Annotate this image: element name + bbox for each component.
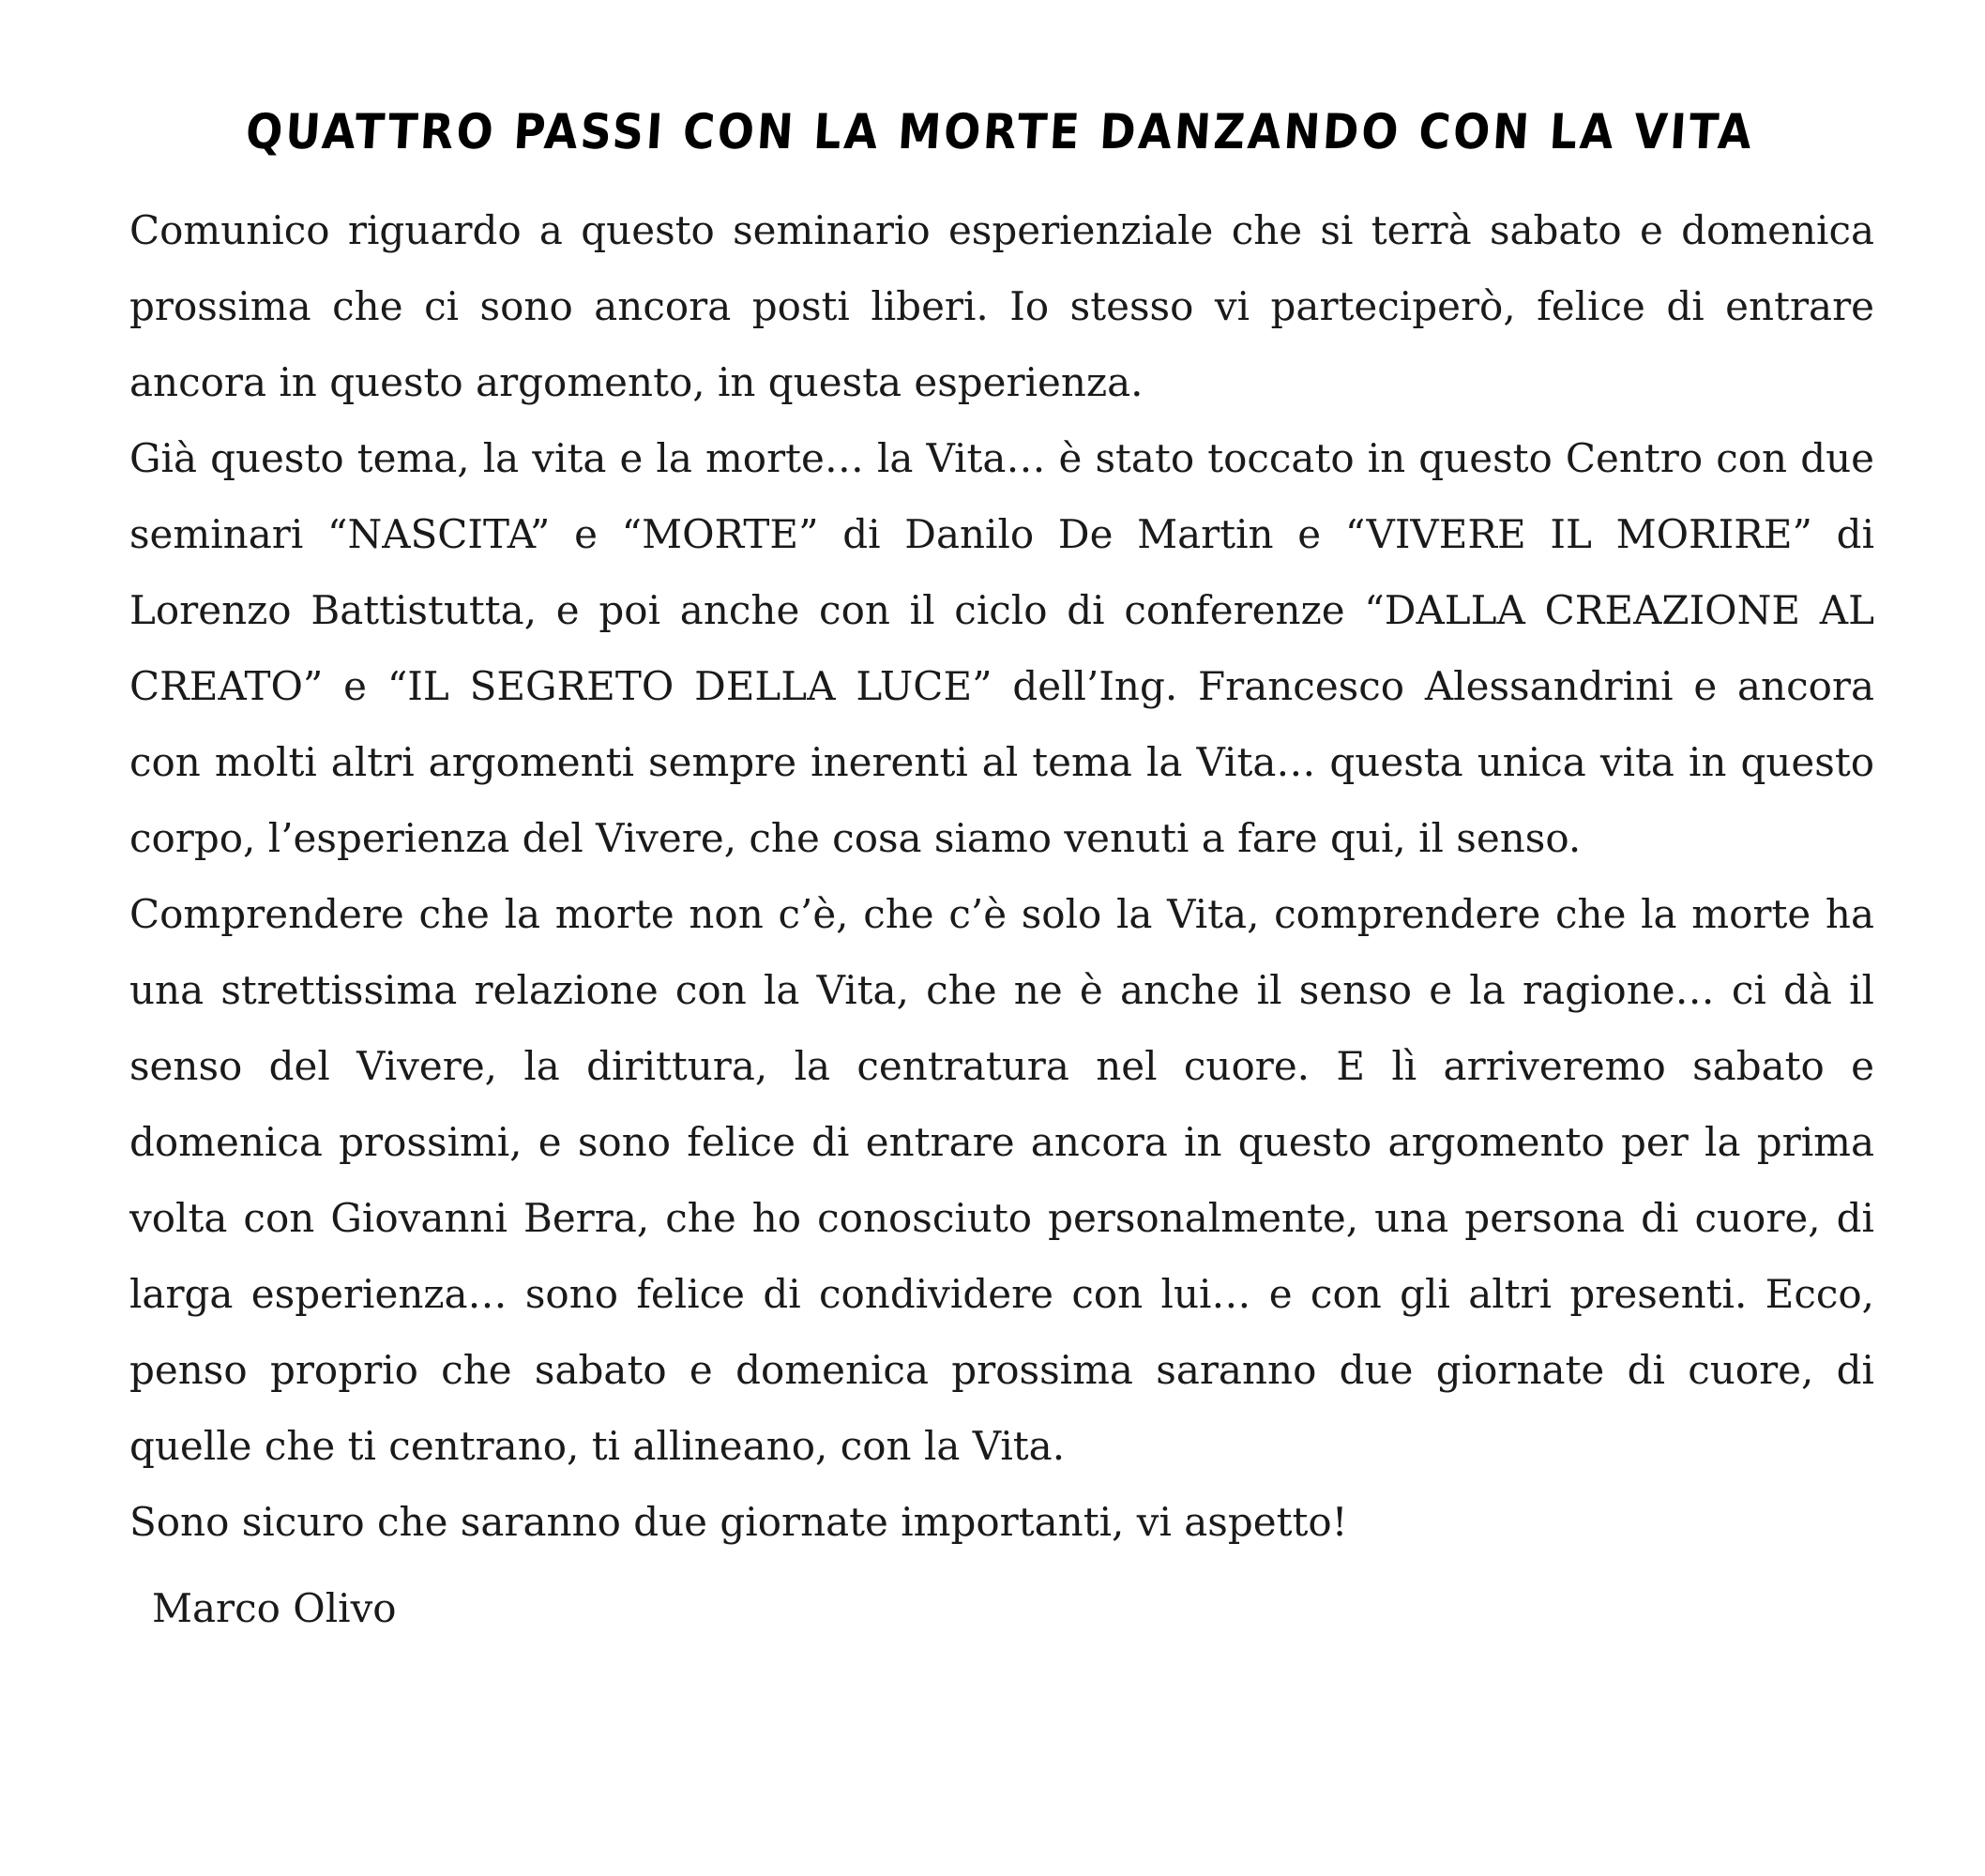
document-body (129, 192, 1874, 1560)
paragraph-2: Già questo tema, la vita e la morte… la Vita… è stato toccato in questo Centro con due seminari “NASCITA” e “MORTE” di Danilo De Martin e “VIVERE IL MORIRE” di Lorenzo Battistutta, e poi anche con il ciclo di conferenze “DALLA CREAZIONE AL CREATO” e “IL SEGRETO DELLA LUCE” dell’Ing. Francesco Alessandrini e ancora con molti altri argomenti sempre inerenti al tema la Vita… questa unica vita in questo corpo, l’esperienza del Vivere, che cosa siamo venuti a fare qui, il senso. (129, 435, 1874, 861)
document-page (129, 0, 1874, 1876)
document-title: QUATTRO PASSI CON LA MORTE DANZANDO CON LA VITA (244, 103, 1756, 160)
paragraph-4: Sono sicuro che saranno due giornate importanti, vi aspetto! (129, 1499, 1348, 1545)
signature: Marco Olivo (152, 1585, 397, 1631)
paragraph-1: Comunico riguardo a questo seminario esperienziale che si terrà sabato e domenica prossima che ci sono ancora posti liberi. Io stesso vi parteciperò, felice di entrare ancora in questo argomento, in questa esperienza. (129, 207, 1874, 405)
paragraph-3: Comprendere che la morte non c’è, che c’è solo la Vita, comprendere che la morte ha una strettissima relazione con la Vita, che ne è anche il senso e la ragione… ci dà il senso del Vivere, la dirittura, la centratura nel cuore. E lì arriveremo sabato e domenica prossimi, e sono felice di entrare ancora in questo argomento per la prima volta con Giovanni Berra, che ho conosciuto personalmente, una persona di cuore, di larga esperienza… sono felice di condividere con lui… e con gli altri presenti. Ecco, penso proprio che sabato e domenica prossima saranno due giornate di cuore, di quelle che ti centrano, ti allineano, con la Vita. (129, 891, 1874, 1469)
